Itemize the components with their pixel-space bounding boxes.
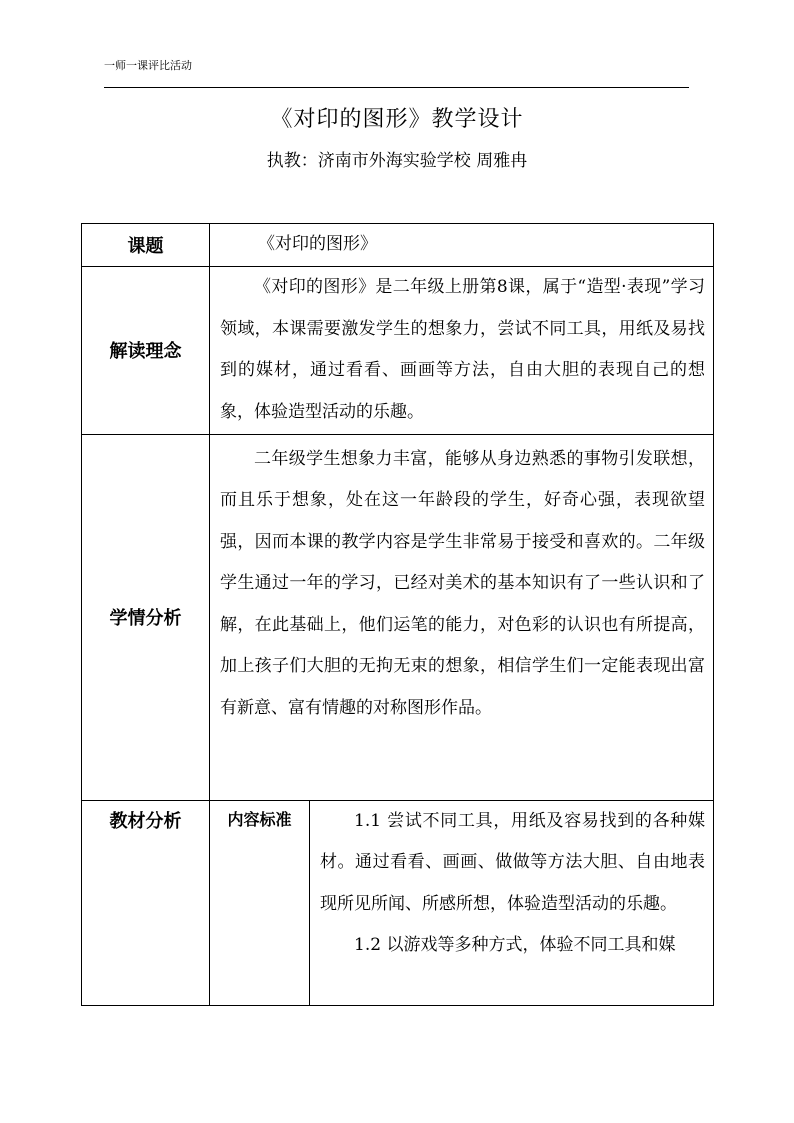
- table-row-topic: [82, 224, 714, 267]
- concept-content: 《对印的图形》是二年级上册第8课，属于“造型·表现”学习领域，本课需要激发学生的想象力，尝试不同工具，用纸及易找到的媒材，通过看看、画画等方法，自由大胆的表现自己的想象，体验造型活动的乐趣。: [210, 266, 714, 434]
- document-author: 执教：济南市外海实验学校 周雅冉: [266, 151, 528, 171]
- header-divider: [104, 87, 689, 88]
- standard-paragraph-2: 1.2 以游戏等多种方式，体验不同工具和媒: [354, 935, 676, 955]
- row-label-topic: 课题: [82, 224, 210, 267]
- row-label-concept: 解读理念: [82, 266, 210, 434]
- lesson-plan-table: [81, 223, 714, 1006]
- topic-content: 《对印的图形》: [210, 224, 714, 267]
- sublabel-content-standard: 内容标准: [210, 800, 310, 1005]
- header-note: 一师一课评比活动: [104, 59, 192, 72]
- standard-paragraph-1: 1.1 尝试不同工具，用纸及容易找到的各种媒材。通过看看、画画、做做等方法大胆、自由地表现所见所闻、所感所想，体验造型活动的乐趣。: [320, 810, 705, 914]
- table-row-student-analysis: [82, 434, 714, 800]
- row-label-student-analysis: 学情分析: [82, 434, 210, 800]
- row-label-material-analysis: 教材分析: [82, 800, 210, 1005]
- table-row-concept: [82, 266, 714, 434]
- document-title: 《对印的图形》教学设计: [270, 107, 524, 132]
- content-standard-cell: [310, 800, 714, 1005]
- student-analysis-content: 二年级学生想象力丰富，能够从身边熟悉的事物引发联想，而且乐于想象，处在这一年龄段的学生，好奇心强，表现欲望强，因而本课的教学内容是学生非常易于接受和喜欢的。二年级学生通过一年的学习，已经对美术的基本知识有了一些认识和了解，在此基础上，他们运笔的能力，对色彩的认识也有所提高，加上孩子们大胆的无拘无束的想象，相信学生们一定能表现出富有新意、富有情趣的对称图形作品。: [210, 434, 714, 800]
- table-row-material-analysis: [82, 800, 714, 1005]
